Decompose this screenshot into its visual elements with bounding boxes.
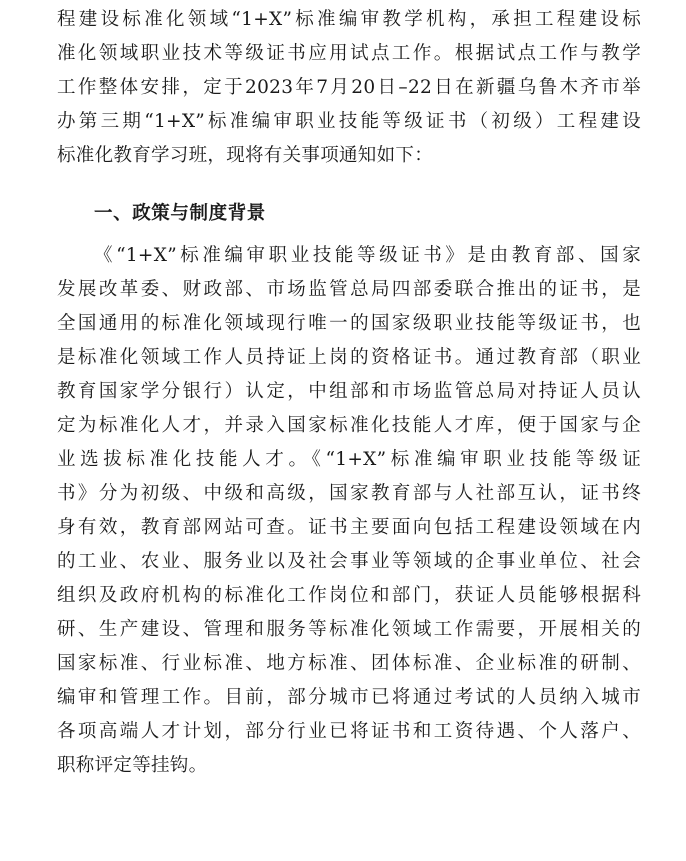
section-line-12: 研、生产建设、管理和服务等标准化领域工作需要，开展相关的 [57,619,641,640]
intro-line-3: 工作整体安排，定于2023年7月20日–22日在新疆乌鲁木齐市举 [57,77,641,98]
section-line-15: 各项高端人才计划，部分行业已将证书和工资待遇、个人落户、 [57,721,641,742]
section-line-2: 发展改革委、财政部、市场监管总局四部委联合推出的证书，是 [57,279,641,300]
section-line-3: 全国通用的标准化领域现行唯一的国家级职业技能等级证书，也 [57,313,641,334]
section-line-14: 编审和管理工作。目前，部分城市已将通过考试的人员纳入城市 [57,687,641,708]
section-line-7: 业选拔标准化技能人才。《“1+X”标准编审职业技能等级证 [57,449,641,470]
intro-line-5: 标准化教育学习班，现将有关事项通知如下： [57,145,434,166]
intro-line-2: 准化领域职业技术等级证书应用试点工作。根据试点工作与教学 [57,43,641,64]
section-line-1: 《“1+X”标准编审职业技能等级证书》是由教育部、国家 [94,245,641,266]
section-line-16: 职称评定等挂钩。 [57,755,208,776]
section-line-6: 定为标准化人才，并录入国家标准化技能人才库，便于国家与企 [57,415,641,436]
section-line-11: 组织及政府机构的标准化工作岗位和部门，获证人员能够根据科 [57,585,641,606]
section-line-5: 教育国家学分银行）认定，中组部和市场监管总局对持证人员认 [57,381,641,402]
section-line-10: 的工业、农业、服务业以及社会事业等领域的企事业单位、社会 [57,551,641,572]
section-heading: 一、政策与制度背景 [94,203,266,224]
section-line-13: 国家标准、行业标准、地方标准、团体标准、企业标准的研制、 [57,653,641,674]
section-line-8: 书》分为初级、中级和高级，国家教育部与人社部互认，证书终 [57,483,641,504]
section-line-4: 是标准化领域工作人员持证上岗的资格证书。通过教育部（职业 [57,347,641,368]
section-line-9: 身有效，教育部网站可查。证书主要面向包括工程建设领域在内 [57,517,641,538]
intro-line-4: 办第三期“1+X”标准编审职业技能等级证书（初级）工程建设 [57,111,641,132]
intro-line-1: 程建设标准化领域“1+X”标准编审教学机构，承担工程建设标 [57,9,641,30]
